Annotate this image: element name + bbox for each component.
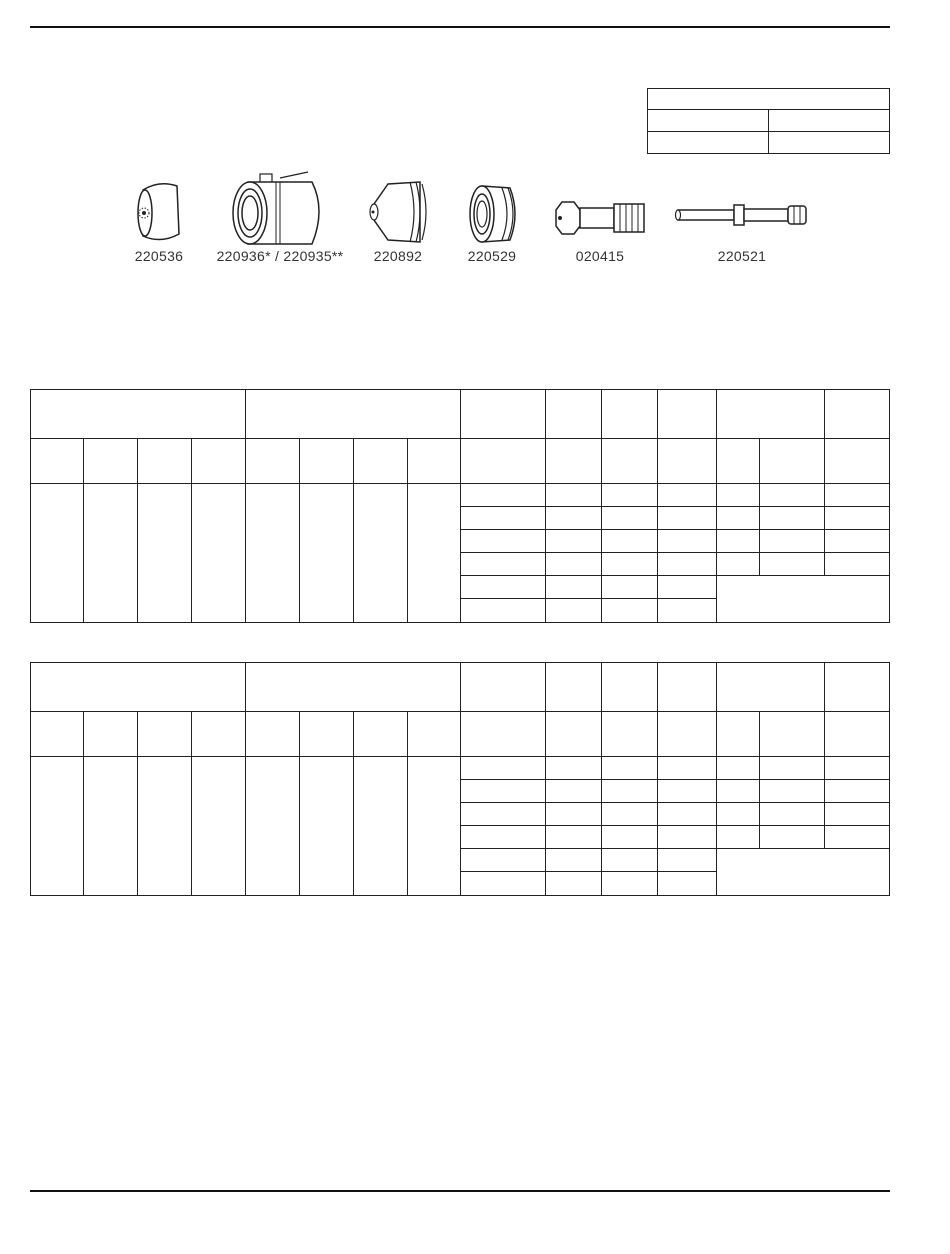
water-tube-icon	[672, 196, 812, 248]
legend-cell	[769, 110, 890, 132]
cut-chart-table-1	[30, 389, 890, 623]
shield-cap-icon	[129, 176, 189, 248]
part-electrode	[548, 190, 652, 264]
legend-cell	[648, 110, 769, 132]
part-number: 220536	[134, 248, 184, 264]
part-number: 220521	[717, 248, 767, 264]
part-number: 020415	[575, 248, 625, 264]
legend-cell	[648, 132, 769, 154]
cut-chart-grid	[30, 662, 890, 896]
part-number: 220936* / 220935**	[216, 248, 344, 264]
legend-cell	[769, 132, 890, 154]
part-number: 220529	[467, 248, 517, 264]
cut-chart-table-2	[30, 662, 890, 896]
part-retaining-cap	[200, 166, 360, 264]
footer-rule	[30, 1190, 890, 1192]
electrode-icon	[550, 190, 650, 248]
part-shield	[118, 176, 200, 264]
part-number: 220892	[373, 248, 423, 264]
swirl-ring-icon	[462, 180, 522, 248]
header-rule	[30, 26, 890, 28]
legend-header-cell	[648, 89, 890, 110]
retaining-cap-icon	[220, 166, 340, 248]
part-swirl-ring	[458, 180, 526, 264]
part-nozzle	[358, 176, 438, 264]
part-water-tube	[670, 196, 814, 264]
legend-table	[647, 88, 890, 154]
nozzle-icon	[360, 176, 436, 248]
cut-chart-grid	[30, 389, 890, 623]
